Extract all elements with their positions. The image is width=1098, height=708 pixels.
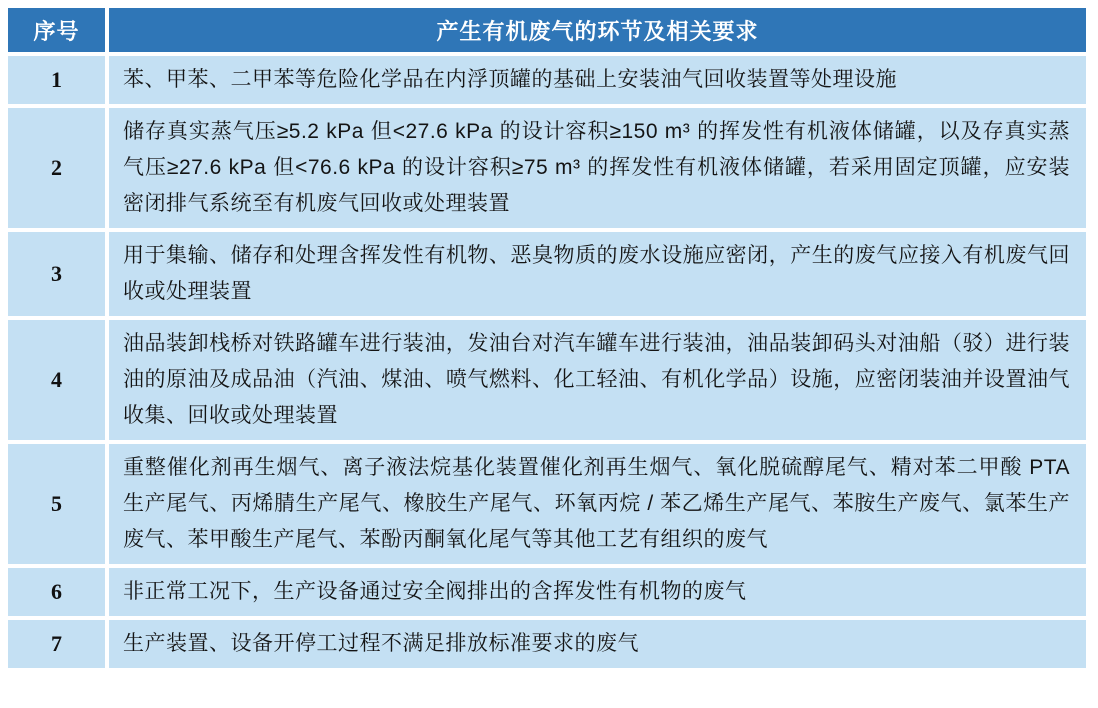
table-row [8,620,1086,668]
row-requirement-text: 非正常工况下，生产设备通过安全阀排出的含挥发性有机物的废气 [109,568,1086,616]
row-requirement-text: 重整催化剂再生烟气、离子液法烷基化装置催化剂再生烟气、氧化脱硫醇尾气、精对苯二甲酸 PTA 生产尾气、丙烯腈生产尾气、橡胶生产尾气、环氧丙烷 / 苯乙烯生产尾气、苯胺生产废气、氯苯生产废气、苯甲酸生产尾气、苯酚丙酮氧化尾气等其他工艺有组织的废气 [109,444,1086,564]
row-requirement-text: 储存真实蒸气压≥5.2 kPa 但<27.6 kPa 的设计容积≥150 m³ 的挥发性有机液体储罐，以及存真实蒸气压≥27.6 kPa 但<76.6 kPa 的设计容积≥75 m³ 的挥发性有机液体储罐，若采用固定顶罐，应安装密闭排气系统至有机废气回收或处理装置 [109,108,1086,228]
table-row [8,568,1086,616]
row-number: 3 [8,232,105,316]
header-cell-requirement: 产生有机废气的环节及相关要求 [109,8,1086,52]
table-row [8,56,1086,104]
row-number: 7 [8,620,105,668]
row-number: 5 [8,444,105,564]
table-row [8,108,1086,228]
table-row [8,444,1086,564]
header-cell-seq-no: 序号 [8,8,105,52]
row-requirement-text: 苯、甲苯、二甲苯等危险化学品在内浮顶罐的基础上安装油气回收装置等处理设施 [109,56,1086,104]
row-requirement-text: 油品装卸栈桥对铁路罐车进行装油，发油台对汽车罐车进行装油，油品装卸码头对油船（驳）进行装油的原油及成品油（汽油、煤油、喷气燃料、化工轻油、有机化学品）设施，应密闭装油并设置油气收集、回收或处理装置 [109,320,1086,440]
row-requirement-text: 用于集输、储存和处理含挥发性有机物、恶臭物质的废水设施应密闭，产生的废气应接入有机废气回收或处理装置 [109,232,1086,316]
row-number: 2 [8,108,105,228]
row-number: 4 [8,320,105,440]
row-number: 1 [8,56,105,104]
table-row [8,320,1086,440]
table-row [8,232,1086,316]
row-number: 6 [8,568,105,616]
organic-waste-gas-requirements-table [4,4,1090,672]
row-requirement-text: 生产装置、设备开停工过程不满足排放标准要求的废气 [109,620,1086,668]
table-header-row [8,8,1086,52]
